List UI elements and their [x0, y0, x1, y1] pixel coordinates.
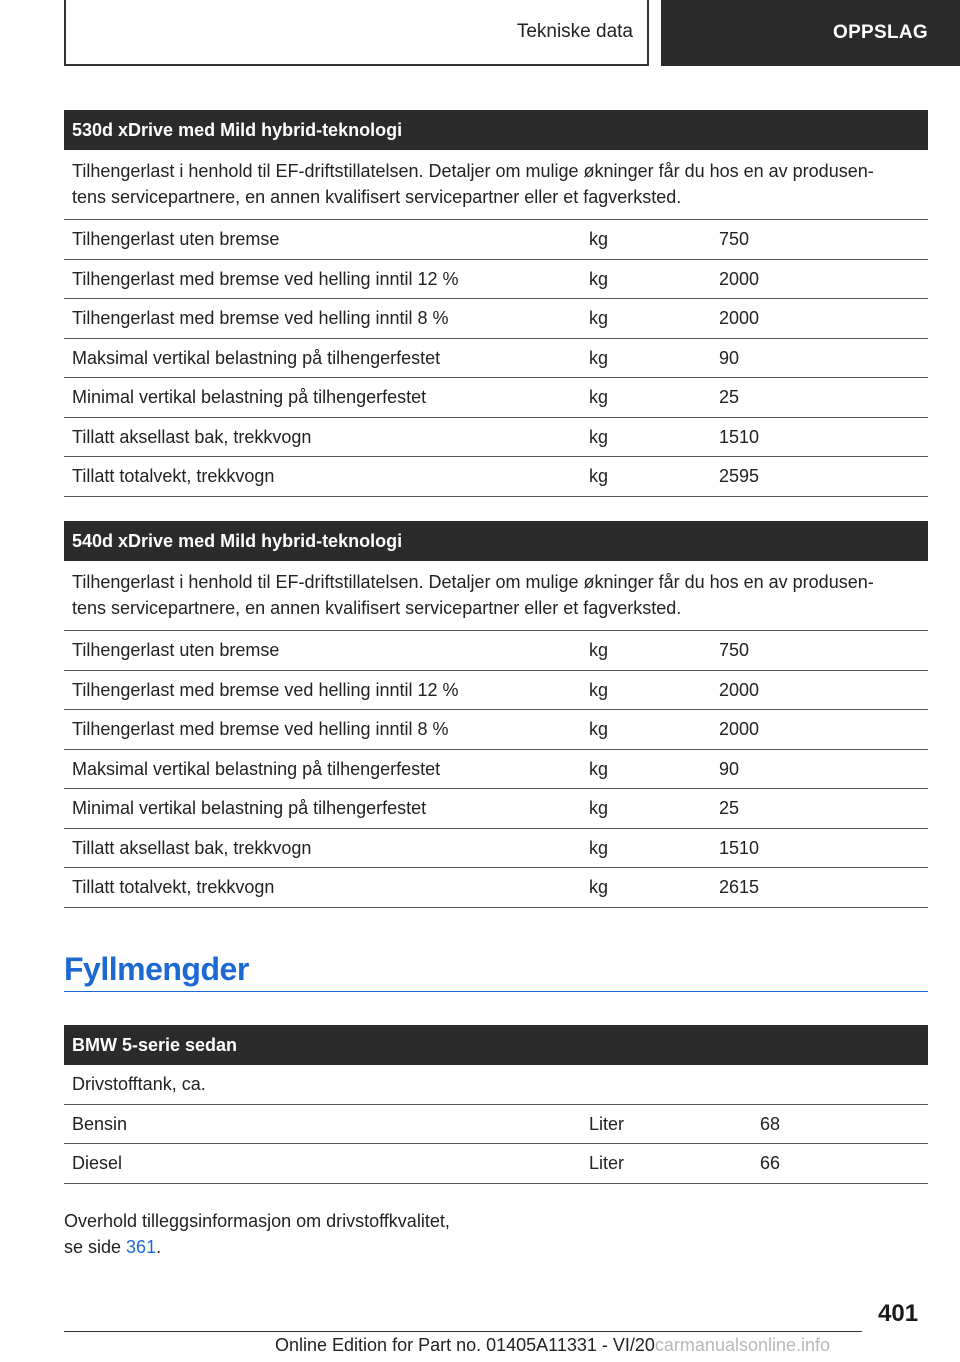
- table-row: [64, 1144, 928, 1184]
- row-label: Tilhengerlast med bremse ved helling inntil 8 %: [72, 719, 449, 739]
- watermark-text: carmanualsonline.info: [654, 1335, 831, 1355]
- table-row: [64, 789, 928, 829]
- row-label: Bensin: [72, 1113, 128, 1134]
- table-row: [64, 378, 928, 418]
- row-label: Tillatt aksellast bak, trekkvogn: [72, 426, 312, 447]
- table-title: 530d xDrive med Mild hybrid-teknologi: [64, 110, 928, 150]
- row-label: Diesel: [72, 1153, 123, 1173]
- table-fuel: [64, 1025, 928, 1184]
- table-row: [64, 339, 928, 379]
- fuel-quality-note: [64, 1208, 450, 1260]
- table-row: [64, 750, 928, 790]
- row-unit: kg: [589, 229, 609, 249]
- page-number: 401: [878, 1300, 919, 1327]
- table-row: [64, 868, 928, 908]
- table-row: [64, 457, 928, 497]
- row-unit: Liter: [589, 1153, 625, 1173]
- row-label: Tilhengerlast med bremse ved helling inntil 8 %: [72, 308, 449, 328]
- row-unit: kg: [589, 347, 609, 368]
- row-value: 90: [719, 347, 740, 368]
- section-title: Fyllmengder: [64, 948, 928, 992]
- row-label: Tillatt aksellast bak, trekkvogn: [72, 837, 312, 858]
- table-row: [64, 260, 928, 300]
- row-unit: kg: [589, 679, 609, 700]
- table-row: [64, 220, 928, 260]
- row-value: 25: [719, 798, 740, 818]
- row-unit: kg: [589, 426, 609, 447]
- table-title: 540d xDrive med Mild hybrid-teknologi: [64, 521, 928, 561]
- row-unit: Liter: [589, 1113, 625, 1134]
- table-540d: [64, 521, 928, 908]
- note-text: se side: [64, 1237, 127, 1257]
- description-line: Tilhengerlast i henhold til EF-driftstillatelsen. Detaljer om mulige økninger får du hos en av produsen-: [72, 161, 874, 181]
- row-unit: kg: [589, 268, 609, 289]
- footer: [275, 1332, 830, 1358]
- chapter-tab: Tekniske data: [64, 0, 649, 66]
- table-description: [64, 1065, 928, 1105]
- row-label: Drivstofftank, ca.: [72, 1074, 206, 1094]
- table-row: [64, 1105, 928, 1145]
- row-unit: kg: [589, 877, 609, 897]
- row-value: 2000: [719, 308, 760, 328]
- row-label: Tilhengerlast uten bremse: [72, 229, 280, 249]
- table-row: [64, 829, 928, 869]
- description-line: Tilhengerlast i henhold til EF-driftstillatelsen. Detaljer om mulige økninger får du hos en av produsen-: [72, 572, 874, 592]
- row-unit: kg: [589, 466, 609, 486]
- row-unit: kg: [589, 387, 609, 407]
- row-label: Tilhengerlast med bremse ved helling inntil 12 %: [72, 679, 459, 700]
- row-label: Minimal vertikal belastning på tilhengerfestet: [72, 387, 427, 407]
- row-label: Maksimal vertikal belastning på tilhengerfestet: [72, 758, 441, 779]
- row-label: Tillatt totalvekt, trekkvogn: [72, 466, 275, 486]
- table-row: [64, 671, 928, 711]
- table-row: [64, 418, 928, 458]
- table-row: [64, 631, 928, 671]
- row-value: 750: [719, 229, 750, 249]
- row-unit: kg: [589, 719, 609, 739]
- row-value: 1510: [719, 426, 760, 447]
- table-530d: [64, 110, 928, 497]
- note-text: .: [156, 1237, 162, 1257]
- page-header: [64, 0, 960, 66]
- row-label: Tilhengerlast med bremse ved helling inntil 12 %: [72, 268, 459, 289]
- row-value: 2615: [719, 877, 760, 897]
- row-unit: kg: [589, 758, 609, 779]
- row-value: 2595: [719, 466, 760, 486]
- table-row: [64, 710, 928, 750]
- note-line: Overhold tilleggsinformasjon om drivstoffkvalitet,: [64, 1211, 450, 1231]
- row-unit: kg: [589, 308, 609, 328]
- description-line: tens servicepartnere, en annen kvalifisert servicepartner eller et fagverksted.: [72, 598, 682, 618]
- row-value: 750: [719, 640, 750, 660]
- row-value: 90: [719, 758, 740, 779]
- row-value: 66: [760, 1153, 781, 1173]
- row-label: Tilhengerlast uten bremse: [72, 640, 280, 660]
- section-tab: OPPSLAG: [661, 0, 960, 66]
- row-value: 2000: [719, 268, 760, 289]
- row-label: Maksimal vertikal belastning på tilhengerfestet: [72, 347, 441, 368]
- row-value: 68: [760, 1113, 781, 1134]
- table-description: [64, 561, 928, 631]
- note-line: [64, 1234, 450, 1260]
- row-value: 2000: [719, 679, 760, 700]
- row-label: Tillatt totalvekt, trekkvogn: [72, 877, 275, 897]
- page-reference-link[interactable]: 361: [126, 1237, 157, 1257]
- row-value: 25: [719, 387, 740, 407]
- row-value: 2000: [719, 719, 760, 739]
- row-unit: kg: [589, 798, 609, 818]
- row-unit: kg: [589, 837, 609, 858]
- edition-text: Online Edition for Part no. 01405A11331 - VI/20: [275, 1335, 655, 1355]
- description-line: tens servicepartnere, en annen kvalifisert servicepartner eller et fagverksted.: [72, 187, 682, 207]
- row-value: 1510: [719, 837, 760, 858]
- row-unit: kg: [589, 640, 609, 660]
- row-label: Minimal vertikal belastning på tilhengerfestet: [72, 798, 427, 818]
- table-title: BMW 5-serie sedan: [64, 1025, 928, 1065]
- table-row: [64, 299, 928, 339]
- table-description: [64, 150, 928, 220]
